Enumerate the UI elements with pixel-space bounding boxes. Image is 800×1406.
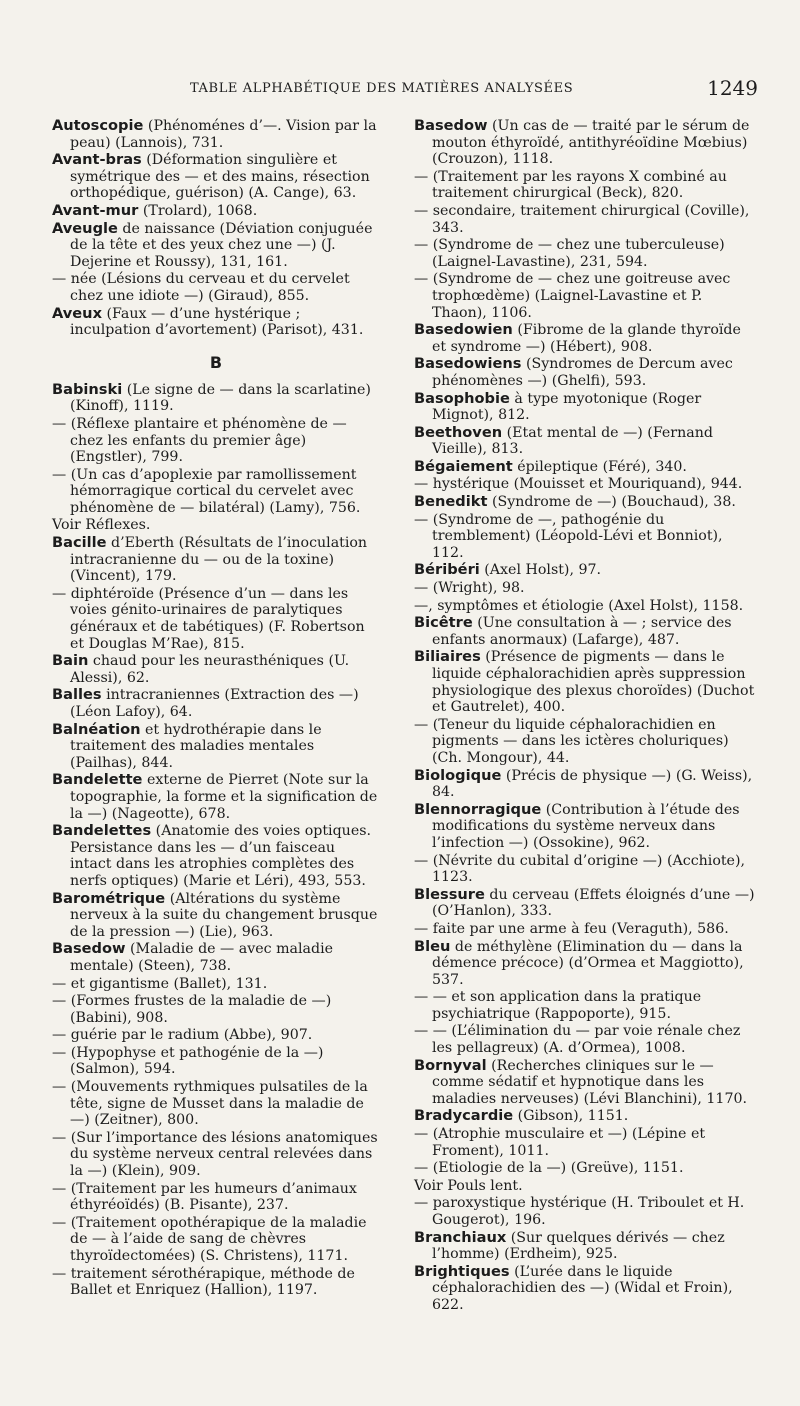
index-entry — [414, 717, 756, 767]
index-entry — [414, 322, 756, 355]
index-entry — [414, 512, 756, 562]
entry-text: — guérie par le radium (Abbe), 907. — [52, 1027, 313, 1044]
entry-headword: Autoscopie — [52, 117, 144, 134]
entry-text: — (Etiologie de la —) (Greüve), 1151. — [414, 1160, 684, 1177]
entry-text: du cerveau (Effets éloignés d’une —) (O’Hanlon), 333. — [432, 886, 755, 920]
index-entry — [414, 1160, 756, 1177]
entry-headword: Basedowiens — [414, 355, 522, 373]
entry-text: (L’urée dans le liquide céphalorachidien des —) (Widal et Froin), 622. — [432, 1263, 733, 1313]
entry-text: (Etat mental de —) (Fernand Vieille), 813. — [432, 424, 713, 458]
index-entry — [414, 649, 756, 715]
index-entry — [52, 1215, 380, 1265]
entry-headword: Bleu — [414, 937, 451, 955]
entry-text: — (Hypophyse et pathogénie de la —) (Salmon), 594. — [52, 1044, 324, 1078]
entry-text: (Faux — d’une hystérique ; inculpation d’avortement) (Parisot), 431. — [70, 305, 364, 339]
index-entry — [52, 772, 380, 822]
entry-text: — (Traitement par les rayons X combiné au traitement chirurgical (Beck), 820. — [414, 168, 727, 202]
entry-text: — (Formes frustes de la maladie de —) (Babini), 908. — [52, 993, 332, 1026]
index-entry — [414, 615, 756, 648]
entry-text: —, symptômes et étiologie (Axel Holst), 1158. — [414, 597, 744, 614]
entry-text: — (Un cas d’apoplexie par ramollissement hémorragique cortical du cervelet avec phénomène de — bilatéral) (Lamy), 756. — [52, 466, 361, 516]
entry-text: (Phénoménes d’—. Vision par la peau) (Lannois), 731. — [70, 118, 377, 151]
entry-text: et hydrothérapie dans le traitement des maladies mentales (Pailhas), 844. — [70, 721, 322, 771]
entry-text: (Une consultation à — ; service des enfants anormaux) (Lafarge), 487. — [432, 615, 732, 648]
entry-text: — (Syndrome de —, pathogénie du tremblement) (Léopold-Lévi et Bonniot), 112. — [414, 511, 723, 561]
index-entry — [52, 221, 380, 271]
index-entry — [52, 271, 380, 304]
index-entry — [52, 941, 380, 974]
index-entry — [414, 356, 756, 389]
entry-text: (Maladie de — avec maladie mentale) (Steen), 738. — [70, 941, 334, 974]
entry-headword: Biliaires — [414, 648, 481, 666]
left-column — [52, 118, 380, 1300]
index-entry — [52, 891, 380, 941]
entry-headword: Brightiques — [414, 1262, 510, 1280]
entry-text: externe de Pierret (Note sur la topographie, la forme et la signification de la —) (Nageotte), 678. — [70, 772, 378, 822]
index-entry — [414, 1264, 756, 1314]
entry-text: — — et son application dans la pratique psychiatrique (Rappoporte), 915. — [414, 989, 702, 1022]
entry-headword: Bicêtre — [414, 614, 473, 632]
index-entry — [414, 1230, 756, 1263]
index-entry — [414, 391, 756, 424]
entry-headword: Bandelettes — [52, 822, 152, 840]
index-entry — [52, 1130, 380, 1180]
index-entry — [52, 416, 380, 466]
entry-text: — diphtéroïde (Présence d’un — dans les voies génito-urinaires de paralytiques généraux et de tabétiques) (F. Robertson et Douglas M’Rae), 815. — [52, 585, 365, 652]
index-entry — [52, 823, 380, 889]
index-entry — [414, 887, 756, 920]
entry-headword: Avant-mur — [52, 201, 139, 219]
entry-headword: Bandelette — [52, 771, 143, 789]
index-entry — [52, 586, 380, 652]
entry-text: — (Névrite du cubital d’origine —) (Acchiote), 1123. — [414, 852, 746, 886]
running-header — [60, 76, 758, 104]
index-entry — [52, 152, 380, 202]
entry-text: — (Atrophie musculaire et —) (Lépine et Froment), 1011. — [414, 1126, 706, 1159]
index-entry — [414, 271, 756, 321]
entry-text: Voir Pouls lent. — [414, 1177, 523, 1194]
index-entry — [52, 203, 380, 220]
entry-headword: Basedow — [414, 117, 488, 134]
entry-text: — (Syndrome de — chez une goitreuse avec trophœdème) (Laignel-Lavastine et P. Thaon), 1106. — [414, 271, 731, 321]
entry-text: de méthylène (Elimination du — dans la démence précoce) (d’Ormea et Maggiotto), 537. — [432, 938, 744, 988]
entry-headword: Biologique — [414, 766, 502, 784]
entry-headword: Bacille — [52, 534, 107, 552]
entry-text: (Gibson), 1151. — [513, 1108, 629, 1125]
index-entry — [52, 1045, 380, 1078]
entry-text: Voir Réflexes. — [52, 517, 151, 534]
entry-text: — — (L’élimination du — par voie rénale chez les pellagreux) (A. d’Ormea), 1008. — [414, 1023, 741, 1057]
entry-headword: Bégaiement — [414, 457, 513, 475]
entry-text: de naissance (Déviation conjuguée de la tête et des yeux chez une —) (J. Dejerine et Roussy), 131, 161. — [70, 220, 373, 270]
index-entry — [414, 921, 756, 938]
entry-text: — hystérique (Mouisset et Mouriquand), 944. — [414, 476, 743, 493]
entry-headword: Basophobie — [414, 389, 510, 407]
index-entry — [414, 169, 756, 202]
entry-text: (Trolard), 1068. — [138, 202, 258, 219]
entry-text: (Altérations du système nerveux à la suite du changement brusque de la pression —) (Lie), 963. — [70, 890, 378, 940]
entry-text: (Contribution à l’étude des modifications du système nerveux dans l’infection —) (Ossokine), 962. — [432, 801, 740, 851]
entry-headword: Blessure — [414, 885, 485, 903]
entry-text: (Axel Holst), 97. — [479, 562, 602, 579]
entry-text: — (Réflexe plantaire et phénomène de — chez les enfants du premier âge) (Engstler), 799. — [52, 415, 347, 466]
entry-headword: Branchiaux — [414, 1228, 507, 1246]
entry-text: — (Traitement opothérapique de la maladie de — à l’aide de sang de chèvres thyroïdectomées) (S. Christens), 1171. — [52, 1214, 367, 1264]
entry-text: — secondaire, traitement chirurgical (Coville), 343. — [414, 202, 750, 236]
entry-text: — paroxystique hystérique (H. Triboulet et H. Gougerot), 196. — [414, 1195, 745, 1228]
index-entry — [414, 494, 756, 511]
entry-text: — (Teneur du liquide céphalorachidien en pigments — dans les ictères choluriques) (Ch. Mongour), 44. — [414, 716, 729, 766]
index-entry — [414, 802, 756, 852]
entry-text: (Le signe de — dans la scarlatine) (Kinoff), 1119. — [70, 381, 371, 415]
index-entry — [52, 467, 380, 517]
index-entry — [52, 1181, 380, 1214]
index-entry — [52, 687, 380, 720]
entry-headword: Bornyval — [414, 1056, 487, 1074]
index-entry — [414, 939, 756, 989]
entry-headword: Babinski — [52, 380, 123, 398]
entry-text: (Anatomie des voies optiques. Persistance dans les — d’un faisceau intact dans les atrophies complètes des nerfs optiques) (Marie et Léri), 493, 553. — [70, 823, 372, 889]
index-entry — [414, 118, 756, 168]
entry-text: à type myotonique (Roger Mignot), 812. — [432, 390, 702, 424]
section-letter: B — [209, 352, 223, 372]
entry-text: intracraniennes (Extraction des —) (Léon Lafoy), 64. — [70, 687, 359, 720]
page-number: 1249 — [707, 76, 758, 100]
entry-headword: Beethoven — [414, 423, 503, 441]
entry-headword: Balnéation — [52, 720, 141, 738]
index-entry — [52, 1266, 380, 1299]
entry-headword: Benedikt — [414, 493, 488, 511]
entry-text: — traitement sérothérapique, méthode de Ballet et Enriquez (Hallion), 1197. — [52, 1265, 355, 1299]
right-column — [414, 118, 756, 1315]
index-entry — [414, 989, 756, 1022]
entry-text: (Syndromes de Dercum avec phénomènes —) (Ghelfi), 593. — [432, 356, 733, 389]
entry-text: — (Mouvements rythmiques pulsatiles de la tête, signe de Musset dans la maladie de —) (Zeitner), 800. — [52, 1079, 368, 1129]
index-entry — [414, 1108, 756, 1125]
entry-text: (Déformation singulière et symétrique des — et des mains, résection orthopédique, guérison) (A. Cange), 63. — [70, 152, 370, 202]
index-entry — [52, 306, 380, 339]
entry-text: (Fibrome de la glande thyroïde et syndrome —) (Hébert), 908. — [432, 322, 741, 355]
index-entry — [414, 1178, 756, 1195]
entry-headword: Basedowien — [414, 321, 513, 339]
index-entry — [52, 118, 380, 151]
entry-text: — née (Lésions du cerveau et du cervelet chez une idiote —) (Giraud), 855. — [52, 271, 350, 304]
entry-text: (Recherches cliniques sur le — comme sédatif et hypnotique dans les maladies nerveuses) (Lévi Blanchini), 1170. — [432, 1057, 748, 1107]
index-entry — [414, 459, 756, 476]
entry-text: (Un cas de — traité par le sérum de mouton éthyroïdé, antithyréoïdine Mœbius) (Crouzon), 1118. — [432, 118, 750, 168]
entry-text: — faite par une arme à feu (Veraguth), 586. — [414, 920, 729, 937]
index-entry — [414, 598, 756, 615]
index-entry — [52, 653, 380, 686]
entry-headword: Basedow — [52, 940, 126, 958]
entry-text: (Syndrome de —) (Bouchaud), 38. — [487, 494, 736, 511]
index-entry — [414, 768, 756, 801]
index-entry — [414, 203, 756, 236]
entry-text: (Précis de physique —) (G. Weiss), 84. — [432, 767, 753, 801]
entry-headword: Aveux — [52, 304, 102, 322]
index-entry — [414, 853, 756, 886]
entry-text: (Présence de pigments — dans le liquide céphalorachidien après suppression physiologique des plexus choroïdes) (Duchot et Gautrelet), 400. — [432, 649, 755, 716]
index-entry — [52, 1079, 380, 1129]
index-entry — [414, 562, 756, 579]
index-entry — [52, 722, 380, 772]
entry-headword: Bradycardie — [414, 1107, 514, 1125]
entry-headword: Avant-bras — [52, 151, 142, 169]
entry-text: — (Traitement par les humeurs d’animaux éthyréoïdés) (B. Pisante), 237. — [52, 1180, 357, 1214]
entry-headword: Béribéri — [414, 561, 480, 579]
entry-headword: Bain — [52, 652, 89, 670]
entry-text: épileptique (Féré), 340. — [512, 458, 687, 475]
index-entry — [414, 580, 756, 597]
entry-headword: Aveugle — [52, 219, 118, 237]
index-entry — [414, 425, 756, 458]
index-entry — [52, 976, 380, 993]
index-entry — [414, 237, 756, 270]
entry-text: d’Eberth (Résultats de l’inoculation intracranienne du — ou de la toxine) (Vincent), 179. — [70, 535, 368, 585]
index-entry — [52, 517, 380, 534]
entry-headword: Blennorragique — [414, 800, 542, 818]
index-entry — [52, 535, 380, 585]
entry-text: — (Sur l’importance des lésions anatomiques du système nerveux central relevées dans la —) (Klein), 909. — [52, 1129, 378, 1180]
index-entry — [414, 1058, 756, 1108]
entry-headword: Barométrique — [52, 889, 166, 907]
index-entry — [414, 1126, 756, 1159]
index-entry — [414, 476, 756, 493]
index-entry — [52, 382, 380, 415]
entry-text: — et gigantisme (Ballet), 131. — [52, 975, 268, 992]
header-title: TABLE ALPHABÉTIQUE DES MATIÈRES ANALYSÉES — [190, 81, 574, 96]
entry-headword: Balles — [52, 686, 102, 704]
index-entry — [414, 1195, 756, 1228]
index-entry — [414, 1023, 756, 1056]
entry-text: — (Wright), 98. — [414, 580, 525, 597]
entry-text: — (Syndrome de — chez une tuberculeuse) (Laignel-Lavastine), 231, 594. — [414, 237, 725, 270]
entry-text: (Sur quelques dérivés — chez l’homme) (Erdheim), 925. — [432, 1229, 725, 1263]
entry-text: chaud pour les neurasthéniques (U. Alessi), 62. — [70, 653, 350, 686]
index-entry — [52, 993, 380, 1026]
index-entry — [52, 1027, 380, 1044]
